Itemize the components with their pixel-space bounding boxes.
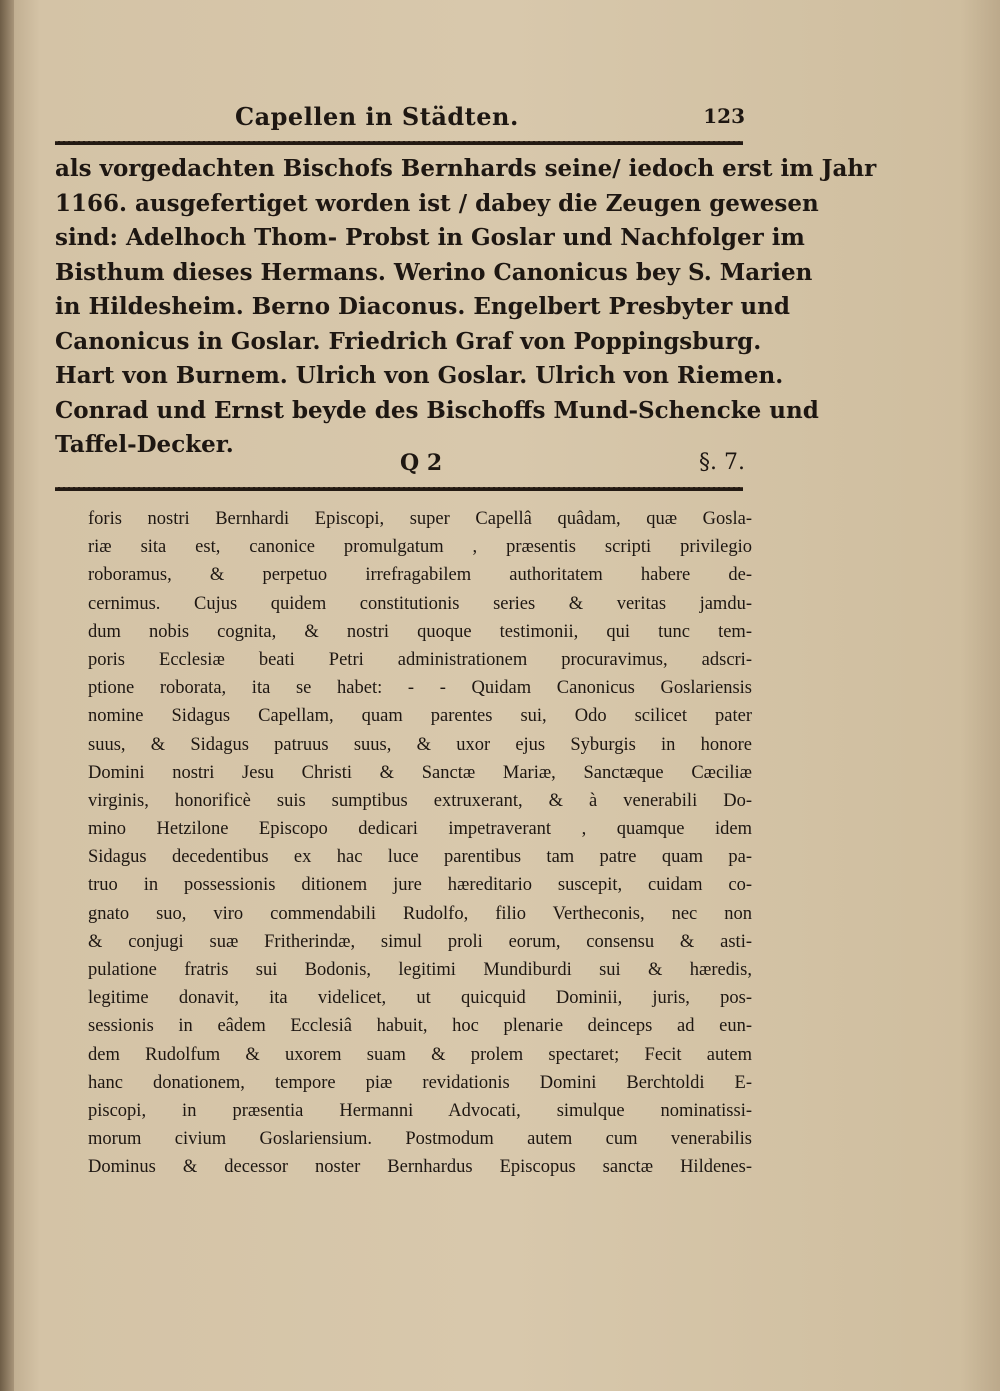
text-line: gnato suo, viro commendabili Rudolfo, filio Vertheconis, nec non bbox=[88, 903, 752, 924]
footnote-rule bbox=[55, 487, 743, 491]
text-line: Dominus & decessor noster Bernhardus Episcopus sanctæ Hildenes- bbox=[88, 1157, 752, 1178]
text-line: poris Ecclesiæ beati Petri administrationem procuravimus, adscri- bbox=[88, 649, 752, 670]
text-line: Sidagus decedentibus ex hac luce parentibus tam patre quam pa- bbox=[88, 847, 752, 868]
text-line: & conjugi suæ Fritherindæ, simul proli eorum, consensu & asti- bbox=[88, 931, 752, 952]
text-line: Hart von Burnem. Ulrich von Goslar. Ulrich von Riemen. bbox=[55, 362, 784, 389]
signature-row bbox=[400, 450, 745, 482]
text-line: truo in possessionis ditionem jure hæreditario suscepit, cuidam co- bbox=[88, 875, 752, 896]
header-rule bbox=[55, 141, 743, 145]
text-line: roboramus, & perpetuo irrefragabilem authoritatem habere de- bbox=[88, 565, 752, 586]
text-line: sessionis in eâdem Ecclesiâ habuit, hoc plenarie deinceps ad eun- bbox=[88, 1016, 752, 1037]
text-line: riæ sita est, canonice promulgatum , præsentis scripti privilegio bbox=[88, 537, 752, 558]
german-paragraph bbox=[55, 152, 877, 463]
text-line: mino Hetzilone Episcopo dedicari impetraverant , quamque idem bbox=[88, 819, 752, 840]
page-number: 123 bbox=[703, 104, 745, 128]
running-head: Capellen in Städten. bbox=[235, 102, 519, 131]
text-line: cernimus. Cujus quidem constitutionis series & veritas jamdu- bbox=[88, 593, 752, 614]
text-line: nomine Sidagus Capellam, quam parentes sui, Odo scilicet pater bbox=[88, 706, 752, 727]
catchword: §. 7. bbox=[699, 450, 745, 475]
text-line: ptione roborata, ita se habet: - - Quidam Canonicus Goslariensis bbox=[88, 678, 752, 699]
latin-footnote bbox=[88, 505, 752, 1182]
signature-mark: Q 2 bbox=[400, 450, 443, 476]
text-line: hanc donationem, tempore piæ revidationis Domini Berchtoldi E- bbox=[88, 1072, 752, 1093]
text-line: virginis, honorificè suis sumptibus extruxerant, & à venerabili Do- bbox=[88, 790, 752, 811]
text-line: Domini nostri Jesu Christi & Sanctæ Mariæ, Sanctæque Cæciliæ bbox=[88, 762, 752, 783]
text-line: Canonicus in Goslar. Friedrich Graf von Poppingsburg. bbox=[55, 327, 762, 355]
text-line: 1166. ausgefertiget worden ist / dabey die Zeugen gewesen bbox=[55, 189, 819, 217]
text-line: piscopi, in præsentia Hermanni Advocati, simulque nominatissi- bbox=[88, 1100, 752, 1121]
text-line: Taffel-Decker. bbox=[55, 431, 234, 458]
text-line: foris nostri Bernhardi Episcopi, super Capellâ quâdam, quæ Gosla- bbox=[88, 509, 752, 529]
text-line: dem Rudolfum & uxorem suam & prolem spectaret; Fecit autem bbox=[88, 1044, 752, 1065]
text-line: morum civium Goslariensium. Postmodum autem cum venerabilis bbox=[88, 1129, 752, 1150]
book-spine-shadow bbox=[0, 0, 14, 1391]
text-line: in Hildesheim. Berno Diaconus. Engelbert Presbyter und bbox=[55, 293, 790, 320]
text-line: suus, & Sidagus patruus suus, & uxor ejus Syburgis in honore bbox=[88, 734, 752, 755]
text-line: dum nobis cognita, & nostri quoque testimonii, qui tunc tem- bbox=[88, 621, 752, 642]
text-line: Bisthum dieses Hermans. Werino Canonicus bey S. Marien bbox=[55, 258, 813, 286]
page-header bbox=[235, 102, 745, 142]
text-line: pulatione fratris sui Bodonis, legitimi Mundiburdi sui & hæredis, bbox=[88, 960, 752, 980]
text-line: als vorgedachten Bischofs Bernhards seine/ iedoch erst im Jahr bbox=[55, 155, 877, 182]
text-line: legitime donavit, ita videlicet, ut quicquid Dominii, juris, pos- bbox=[88, 988, 752, 1009]
text-line: sind: Adelhoch Thom- Probst in Goslar und Nachfolger im bbox=[55, 224, 805, 251]
text-line: Conrad und Ernst beyde des Bischoffs Mund-Schencke und bbox=[55, 396, 819, 424]
